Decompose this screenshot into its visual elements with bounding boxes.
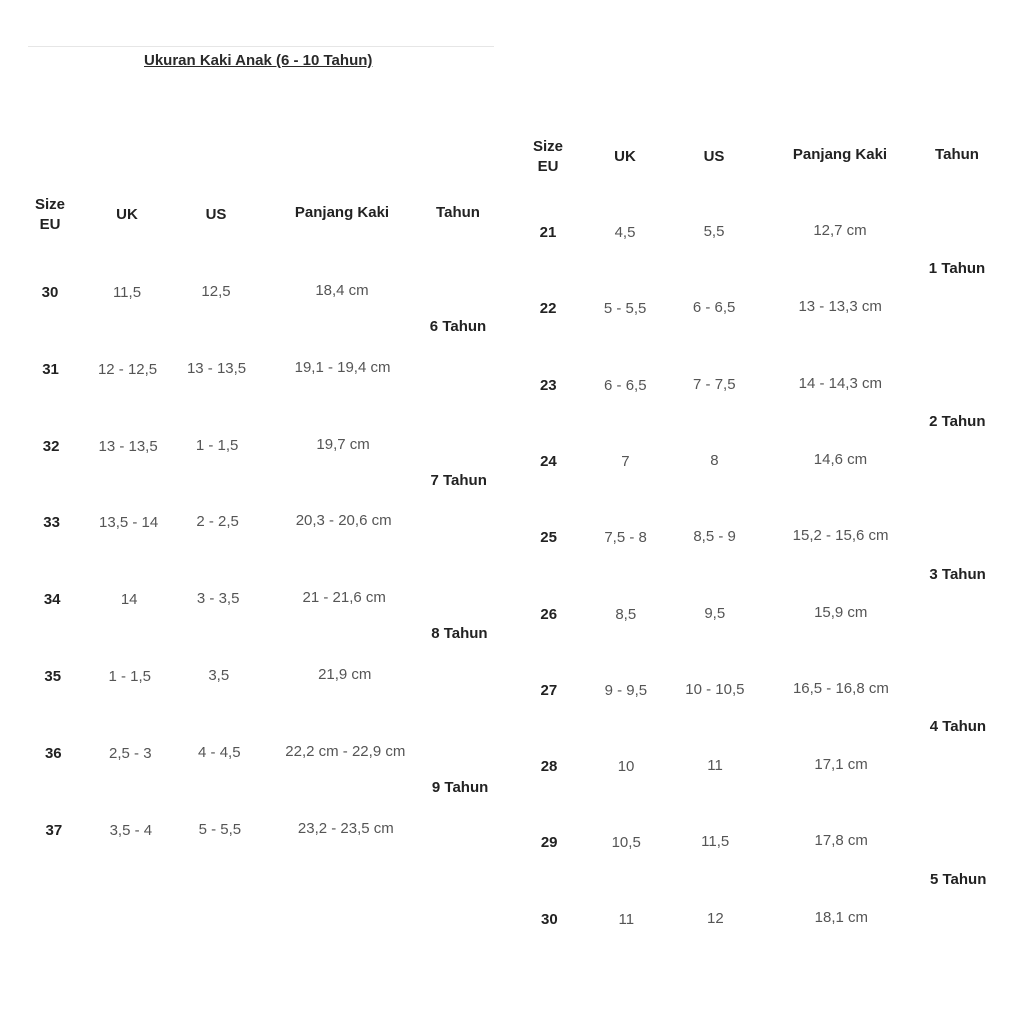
us-cell: 8,5 - 9	[693, 528, 736, 546]
uk-cell: 10	[617, 758, 635, 776]
header-tahun: Tahun	[436, 204, 480, 221]
year-group-label: 9 Tahun	[431, 778, 489, 796]
year-group-label: 3 Tahun	[929, 565, 986, 583]
header-uk: UK	[116, 206, 138, 223]
length-cell: 23,2 - 23,5 cm	[297, 819, 394, 837]
length-cell: 16,5 - 16,8 cm	[792, 679, 889, 697]
length-cell: 18,4 cm	[315, 282, 369, 299]
header-tahun: Tahun	[935, 146, 979, 163]
uk-cell: 6 - 6,5	[604, 376, 647, 394]
us-cell: 6 - 6,5	[692, 299, 736, 317]
us-cell: 5,5	[703, 223, 725, 240]
year-group-label: 5 Tahun	[929, 871, 987, 889]
us-cell: 12	[707, 909, 724, 927]
uk-cell: 14	[120, 591, 138, 609]
year-group-label: 7 Tahun	[430, 471, 487, 489]
uk-cell: 13 - 13,5	[98, 437, 158, 455]
size-eu-cell: 36	[44, 744, 62, 762]
header-size-line2: EU	[39, 216, 61, 233]
size-eu-cell: 22	[539, 300, 557, 318]
size-eu-cell: 31	[42, 360, 59, 378]
size-eu-cell: 28	[540, 758, 558, 776]
size-eu-cell: 32	[42, 437, 60, 455]
length-cell: 22,2 cm - 22,9 cm	[285, 742, 406, 760]
header-panjang-kaki: Panjang Kaki	[294, 204, 390, 221]
header-size-line2: EU	[537, 158, 559, 175]
size-eu-cell: 30	[541, 910, 558, 928]
size-eu-cell: 25	[540, 529, 557, 547]
size-eu-cell: 21	[539, 224, 557, 241]
uk-cell: 11	[618, 910, 635, 928]
header-uk: UK	[614, 148, 636, 165]
year-group-label: 2 Tahun	[929, 412, 986, 430]
uk-cell: 10,5	[611, 834, 641, 852]
uk-cell: 8,5	[615, 605, 637, 623]
year-group-label: 1 Tahun	[928, 260, 986, 277]
us-cell: 7 - 7,5	[693, 375, 736, 393]
us-cell: 12,5	[201, 283, 231, 300]
header-size-eu	[533, 137, 563, 177]
header-size-eu	[35, 195, 65, 235]
uk-cell: 11,5	[112, 284, 142, 301]
us-cell: 11	[707, 757, 723, 775]
length-cell: 19,1 - 19,4 cm	[294, 358, 391, 376]
us-cell: 5 - 5,5	[198, 820, 242, 838]
length-cell: 14,6 cm	[813, 450, 868, 468]
uk-cell: 3,5 - 4	[109, 821, 153, 839]
size-eu-cell: 30	[41, 284, 59, 301]
length-cell: 17,1 cm	[814, 756, 868, 774]
header-panjang-kaki: Panjang Kaki	[792, 146, 888, 163]
us-cell: 3 - 3,5	[196, 590, 240, 608]
uk-cell: 4,5	[614, 224, 636, 241]
uk-cell: 2,5 - 3	[109, 744, 152, 762]
top-divider	[28, 46, 494, 47]
size-eu-cell: 27	[540, 681, 558, 699]
size-eu-cell: 29	[540, 834, 558, 852]
size-eu-cell: 26	[540, 605, 558, 623]
us-cell: 1 - 1,5	[195, 436, 239, 454]
length-cell: 19,7 cm	[316, 435, 370, 453]
header-size-line1: Size	[34, 196, 66, 213]
us-cell: 4 - 4,5	[198, 743, 241, 761]
length-cell: 20,3 - 20,6 cm	[295, 512, 392, 530]
us-cell: 13 - 13,5	[186, 359, 247, 377]
year-group-label: 6 Tahun	[429, 318, 487, 335]
length-cell: 14 - 14,3 cm	[798, 374, 882, 392]
uk-cell: 7	[621, 452, 630, 470]
length-cell: 15,9 cm	[814, 603, 868, 621]
us-cell: 11,5	[701, 833, 730, 851]
size-eu-cell: 23	[539, 376, 557, 394]
uk-cell: 12 - 12,5	[97, 360, 158, 378]
us-cell: 10 - 10,5	[685, 680, 745, 698]
header-us: US	[205, 206, 227, 223]
header-size-line1: Size	[532, 138, 564, 155]
uk-cell: 9 - 9,5	[604, 681, 648, 699]
length-cell: 21 - 21,6 cm	[302, 589, 386, 607]
length-cell: 18,1 cm	[814, 908, 869, 926]
size-eu-cell: 24	[540, 452, 557, 470]
size-eu-cell: 37	[45, 821, 63, 839]
page-title: Ukuran Kaki Anak (6 - 10 Tahun)	[144, 52, 373, 69]
size-eu-cell: 35	[44, 668, 62, 685]
uk-cell: 13,5 - 14	[99, 514, 159, 532]
year-group-label: 8 Tahun	[431, 625, 488, 642]
size-eu-cell: 33	[43, 514, 60, 532]
length-cell: 15,2 - 15,6 cm	[792, 527, 889, 545]
header-us: US	[703, 148, 725, 165]
uk-cell: 5 - 5,5	[603, 300, 647, 318]
length-cell: 12,7 cm	[813, 222, 867, 239]
length-cell: 13 - 13,3 cm	[798, 298, 882, 316]
us-cell: 2 - 2,5	[196, 513, 239, 531]
us-cell: 8	[710, 451, 719, 469]
us-cell: 3,5	[208, 667, 230, 684]
uk-cell: 1 - 1,5	[108, 668, 152, 685]
length-cell: 21,9 cm	[318, 666, 372, 683]
us-cell: 9,5	[704, 604, 726, 622]
year-group-label: 4 Tahun	[929, 718, 987, 736]
size-eu-cell: 34	[43, 591, 61, 609]
length-cell: 17,8 cm	[814, 832, 868, 850]
uk-cell: 7,5 - 8	[604, 529, 647, 547]
